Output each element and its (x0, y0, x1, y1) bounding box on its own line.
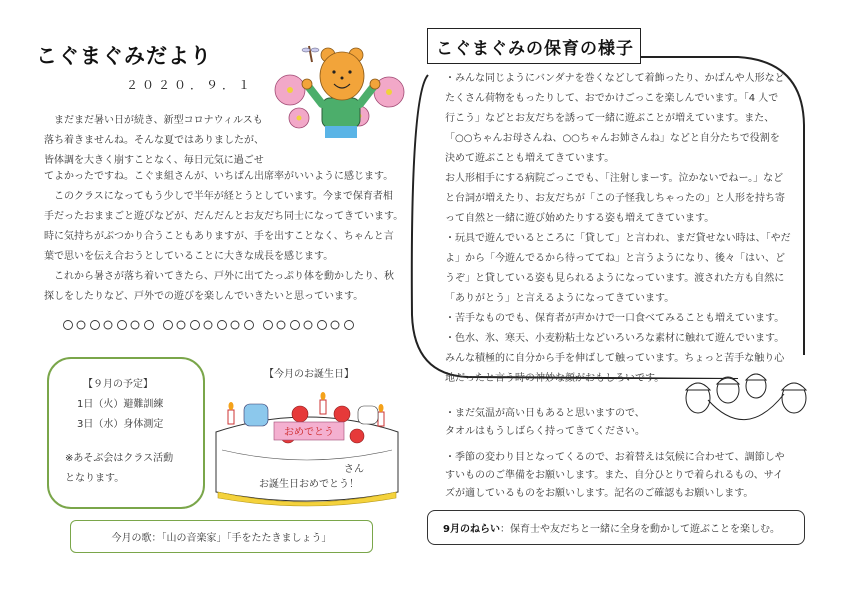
panel-line: 地だったと言う時の神妙な顔がおもしろいです。 (445, 373, 665, 384)
panel-line: って自然と一緒に遊び始めたりする姿も増えてきています。 (445, 213, 715, 224)
notice-line: ズが適しているものをお願いします。記名のご確認もお願いします。 (445, 488, 754, 499)
panel-line: たくさん荷物をもったりして、おでかけごっこを楽しんでいます。「4 人で (445, 93, 779, 104)
birthday-message: お誕生日おめでとう！ (259, 479, 359, 490)
intro-paragraph (44, 111, 272, 171)
body-line: てよかったですね。こぐま組さんが、いちばん出席率がいいように感じます。 (44, 171, 394, 182)
notice-line: すいもののご準備をお願いします。また、自分ひとりで着られるもの、サイ (445, 470, 784, 481)
panel-line: よ」から「今遊んでるから待っててね」と言うようになり、後々「はい、ど (445, 253, 785, 264)
childcare-panel-text (445, 69, 791, 389)
schedule-note: ※あそぶ会はクラス活動 (65, 453, 174, 464)
panel-line: みんな積極的に自分から手を伸ばして触っています。ちょっと苦手な触り心 (445, 353, 785, 364)
bear-in-flowers-illustration (272, 40, 407, 138)
panel-line: 「○○ちゃんお母さんね、○○ちゃんお姉さんね」などと自分たちで役割を (445, 133, 780, 144)
schedule-note: となります。 (65, 473, 125, 484)
birthday-heading: 【今月のお誕生日】 (264, 369, 354, 380)
body-line: これから暑さが落ち着いてきたら、戸外に出てたっぷり体を動かしたり、秋 (44, 271, 394, 282)
panel-line: ・色水、氷、寒天、小麦粉粘土などいろいろな素材に触れて遊んでいます。 (445, 333, 785, 344)
panel-line: ・玩具で遊んでいるところに「貸して」と言われ、まだ貸せない時は、「やだ (445, 233, 791, 244)
birthday-name-suffix: さん (344, 464, 364, 475)
schedule-heading: 【９月の予定】 (83, 379, 153, 390)
intro-line: まだまだ暑い日が続き、新型コロナウィルスも (44, 115, 263, 126)
cake-plate-text: おめでとう (284, 427, 334, 438)
body-paragraph (44, 167, 404, 307)
intro-line: 落ち着きませんね。そんな夏ではありましたが、 (44, 135, 264, 146)
notice-section (445, 405, 795, 503)
blue-bear-icon (244, 404, 268, 426)
schedule-item: 1日（火）避難訓練 (77, 399, 164, 410)
body-line: 探しをしたりなど、戸外での遊びを楽しんでいきたいと思っています。 (44, 291, 364, 302)
intro-line: 皆体調を大きく崩すことなく、毎日元気に過ごせ (44, 155, 264, 166)
childcare-panel-title: こぐまぐみの保育の様子 (427, 28, 641, 64)
panel-line: と台詞が増えたり、お友だちが「この子怪我しちゃったの」と人形を持ち寄 (445, 193, 785, 204)
panel-line: 行こう」などとお友だちを誘って一緒に遊ぶことが増えています。また、 (445, 113, 775, 124)
notice-line: ・まだ気温が高い日もあると思いますので、 (445, 408, 645, 419)
body-line: 葉で思いを伝え合おうとしていることに大きな成長を感じます。 (44, 251, 334, 262)
september-schedule-box (47, 357, 205, 509)
body-line: 手だったおままごと遊びなどが、だんだんとお友だち同士になってきています。 (44, 211, 404, 222)
issue-date: ２０２０．９．１ (126, 78, 255, 92)
schedule-item: 3日（水）身体測定 (77, 419, 164, 430)
dragonfly-icon (302, 46, 319, 62)
panel-line: ・みんな同じようにバンダナを巻くなどして着飾ったり、かばんや人形など (445, 73, 785, 84)
panel-line: 「ありがとう」と言えるようになってきています。 (445, 293, 675, 304)
rabbit-icon (358, 406, 378, 424)
monthly-aim-box (427, 510, 805, 545)
body-line: 時に気持ちがぶつかり合うこともありますが、手を出すことなく、ちゃんと言 (44, 231, 394, 242)
notice-line: タオルはもうしばらく持ってきてください。 (445, 426, 645, 437)
panel-line: 決めて遊ぶことも増えてきています。 (445, 153, 615, 164)
bear-icon (302, 48, 380, 138)
body-line: このクラスになってもう少しで半年が経とうとしています。今まで保育者相 (44, 191, 393, 202)
panel-line: ・苦手なものでも、保育者が声かけで一口食べてみることも増えています。 (445, 313, 785, 324)
panel-line: うぞ」と貸している姿も見られるようになっています。渡された方も自然に (445, 273, 785, 284)
aim-text: ：保育士や友だちと一緒に全身を動かして遊ぶことを楽しむ。 (499, 524, 780, 535)
notice-line: ・季節の変わり目となってくるので、お着替えは気候に合わせて、調節しや (445, 452, 785, 463)
aim-label: 9月のねらい (443, 524, 500, 535)
newsletter-title: こぐまぐみだより (36, 44, 212, 68)
monthly-song-box: 今月の歌：「山の音楽家」「手をたたきましょう」 (70, 520, 373, 553)
panel-line: お人形相手にする病院ごっこでも、「注射しまーす。泣かないでねー。」など (445, 173, 784, 184)
acorn-divider-icon (62, 318, 362, 332)
